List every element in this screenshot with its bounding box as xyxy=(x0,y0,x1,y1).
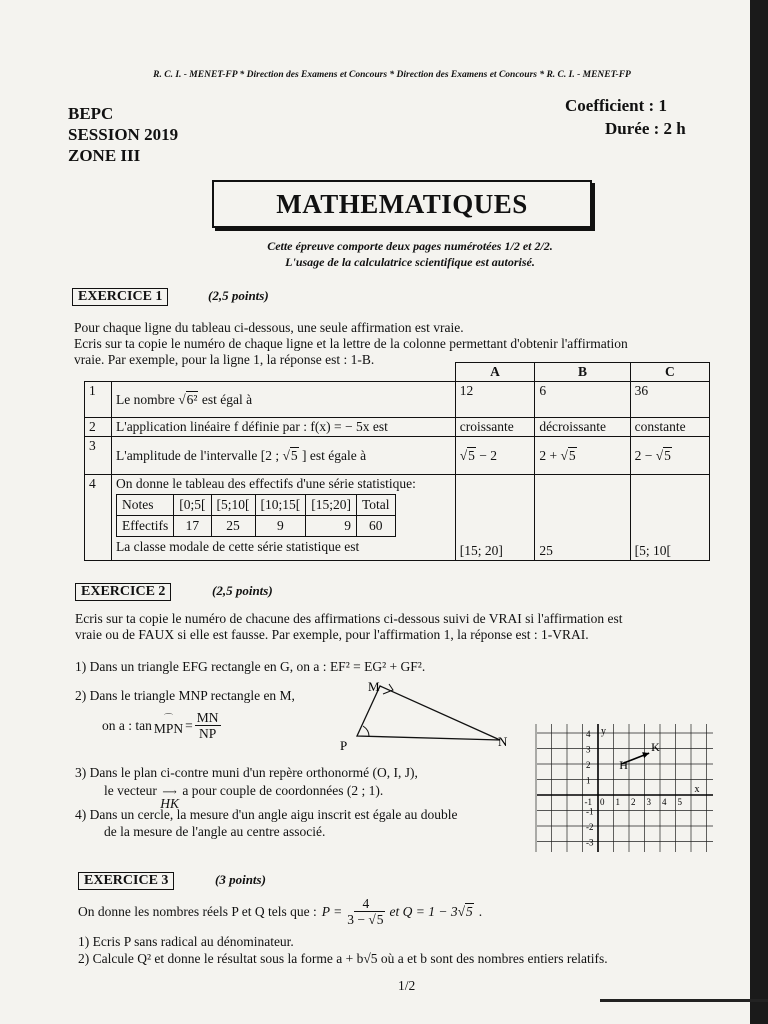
table-row xyxy=(85,382,710,418)
row-number: 1 xyxy=(85,382,112,418)
ex3-item-2: 2) Calcule Q² et donne le résultat sous la forme a + b√5 où a et b sont des nombres entiers relatifs. xyxy=(78,951,608,966)
y-tick-label: -2 xyxy=(586,822,594,832)
notice-line-1: Cette épreuve comporte deux pages numérotées 1/2 et 2/2. xyxy=(267,239,553,253)
stats-cell: 25 xyxy=(211,516,255,537)
x-tick-label: 0 xyxy=(600,797,605,807)
page-edge-line xyxy=(600,999,768,1002)
ex2-item-2b: on a : tan ⌒ MPN = $\frac{MN}{NP}$ xyxy=(102,710,219,741)
row-number: 4 xyxy=(85,475,112,561)
ex2-item-4a: 4) Dans un cercle, la mesure d'un angle aigu inscrit est égale au double xyxy=(75,807,458,822)
ex1-intro-3: vraie. Par exemple, pour la ligne 1, la réponse est : 1-B. xyxy=(74,352,375,367)
top-banner: R. C. I. - MENET-FP * Direction des Examens et Concours * Direction des Examens et Concours * R. C. I. - MENET-FP xyxy=(153,70,631,80)
label-M: M xyxy=(368,679,380,694)
triangle-mnp xyxy=(357,686,500,740)
coordinate-grid xyxy=(535,722,715,854)
stats-cell: Total xyxy=(357,495,396,516)
answer-c: 36 xyxy=(630,382,709,418)
col-a-header: A xyxy=(455,363,535,382)
point-k-label: K xyxy=(651,740,660,755)
exam-name: BEPC xyxy=(68,104,114,123)
exercise-2-points: (2,5 points) xyxy=(212,583,273,598)
row-statement: L'amplitude de l'intervalle [2 ; √5 ] est égale à xyxy=(112,437,456,475)
row-number: 2 xyxy=(85,418,112,437)
exercise-1-points: (2,5 points) xyxy=(208,288,269,303)
vector-arrowhead xyxy=(642,752,649,758)
ex3-intro: On donne les nombres réels P et Q tels que : P = $\frac{4}{3 - √5}$ et Q = 1 − 3√5 . xyxy=(78,896,483,927)
stats-cell: [0;5[ xyxy=(174,495,211,516)
ex1-table xyxy=(84,362,710,561)
answer-c: constante xyxy=(630,418,709,437)
y-axis-label: y xyxy=(601,726,606,737)
ex2-item-1: 1) Dans un triangle EFG rectangle en G, on a : EF² = EG² + GF². xyxy=(75,659,426,674)
notice xyxy=(150,238,670,270)
ex2-item-2a: 2) Dans le triangle MNP rectangle en M, xyxy=(75,688,295,703)
ex2-intro-1: Ecris sur ta copie le numéro de chacune des affirmations ci-dessous suivi de VRAI si l'affirmation est xyxy=(75,611,623,626)
x-tick-label: 2 xyxy=(631,797,636,807)
page-edge-shadow xyxy=(750,0,768,1024)
answer-b: 6 xyxy=(535,382,630,418)
duration: Durée : 2 h xyxy=(605,119,686,138)
x-tick-label: 5 xyxy=(677,797,682,807)
ex2-item-3b: le vecteur ⟶ HK a pour couple de coordonnées (2 ; 1). xyxy=(104,783,384,811)
answer-a: √5 − 2 xyxy=(455,437,535,475)
answer-a: croissante xyxy=(455,418,535,437)
exercise-3-label: EXERCICE 3 xyxy=(78,872,174,890)
y-tick-label: -3 xyxy=(586,837,594,848)
answer-b: décroissante xyxy=(535,418,630,437)
label-N: N xyxy=(498,734,508,749)
y-tick-label: 4 xyxy=(586,729,591,739)
answer-a: 12 xyxy=(455,382,535,418)
col-c-header: C xyxy=(630,363,709,382)
answer-b: 2 + √5 xyxy=(535,437,630,475)
point-h-label: H xyxy=(619,758,628,772)
coefficient: Coefficient : 1 xyxy=(565,96,667,115)
col-b-header: B xyxy=(535,363,630,382)
notice-line-2: L'usage de la calculatrice scientifique est autorisé. xyxy=(285,255,535,269)
ex2-item-4b: de la mesure de l'angle au centre associé. xyxy=(104,824,326,839)
y-tick-label: 1 xyxy=(586,775,591,786)
y-tick-label: 3 xyxy=(586,744,591,755)
stats-cell: 9 xyxy=(255,516,306,537)
answer-c: [5; 10[ xyxy=(630,475,709,561)
label-P: P xyxy=(340,738,348,753)
x-tick-label: -1 xyxy=(584,797,592,807)
x-tick-label: 3 xyxy=(646,797,651,807)
stats-cell: 60 xyxy=(357,516,396,537)
exam-zone: ZONE III xyxy=(68,146,141,165)
table-row xyxy=(85,437,710,475)
table-row xyxy=(85,418,710,437)
stats-table xyxy=(116,494,396,537)
exercise-1-label: EXERCICE 1 xyxy=(72,288,168,306)
stats-cell: [10;15[ xyxy=(255,495,306,516)
y-tick-label: 2 xyxy=(586,760,591,770)
ex2-item-3a: 3) Dans le plan ci-contre muni d'un repère orthonormé (O, I, J), xyxy=(75,765,418,780)
stats-notes-label: Notes xyxy=(117,495,174,516)
angle-arc xyxy=(363,726,369,736)
ex2-intro-2: vraie ou de FAUX si elle est fausse. Par exemple, pour l'affirmation 1, la réponse est : 1-VRAI. xyxy=(75,627,589,642)
exercise-3-points: (3 points) xyxy=(215,872,266,887)
x-tick-label: 1 xyxy=(615,797,620,807)
row-statement: Le nombre √6² est égal à xyxy=(112,382,456,418)
page-number: 1/2 xyxy=(398,978,416,993)
stats-cell: 9 xyxy=(306,516,357,537)
row-statement: On donne le tableau des effectifs d'une série statistique: Notes [0;5[ [5;10[ [10;15[ [15;20] Total Effectifs 17 25 9 9 60 La classe modale de cette série statistique est xyxy=(112,475,456,561)
row-number: 3 xyxy=(85,437,112,475)
ex1-intro-2: Ecris sur ta copie le numéro de chaque ligne et la lettre de la colonne permettant d'obtenir l'affirmation xyxy=(74,336,628,351)
y-tick-label: -1 xyxy=(586,806,594,817)
stats-cell: 17 xyxy=(174,516,211,537)
stats-cell: [15;20] xyxy=(306,495,357,516)
triangle-figure xyxy=(335,678,525,758)
ex1-intro-1: Pour chaque ligne du tableau ci-dessous, une seule affirmation est vraie. xyxy=(74,320,464,335)
answer-b: 25 xyxy=(535,475,630,561)
exercise-2-label: EXERCICE 2 xyxy=(75,583,171,601)
ex3-item-1: 1) Ecris P sans radical au dénominateur. xyxy=(78,934,294,949)
row-statement: L'application linéaire f définie par : f(x) = − 5x est xyxy=(112,418,456,437)
answer-a: [15; 20] xyxy=(455,475,535,561)
x-tick-label: 4 xyxy=(662,797,667,807)
exam-session: SESSION 2019 xyxy=(68,125,179,144)
answer-c: 2 − √5 xyxy=(630,437,709,475)
stats-eff-label: Effectifs xyxy=(117,516,174,537)
x-axis-label: x xyxy=(694,784,700,795)
page-title: MATHEMATIQUES xyxy=(212,180,592,228)
stats-cell: [5;10[ xyxy=(211,495,255,516)
table-row xyxy=(85,475,710,561)
